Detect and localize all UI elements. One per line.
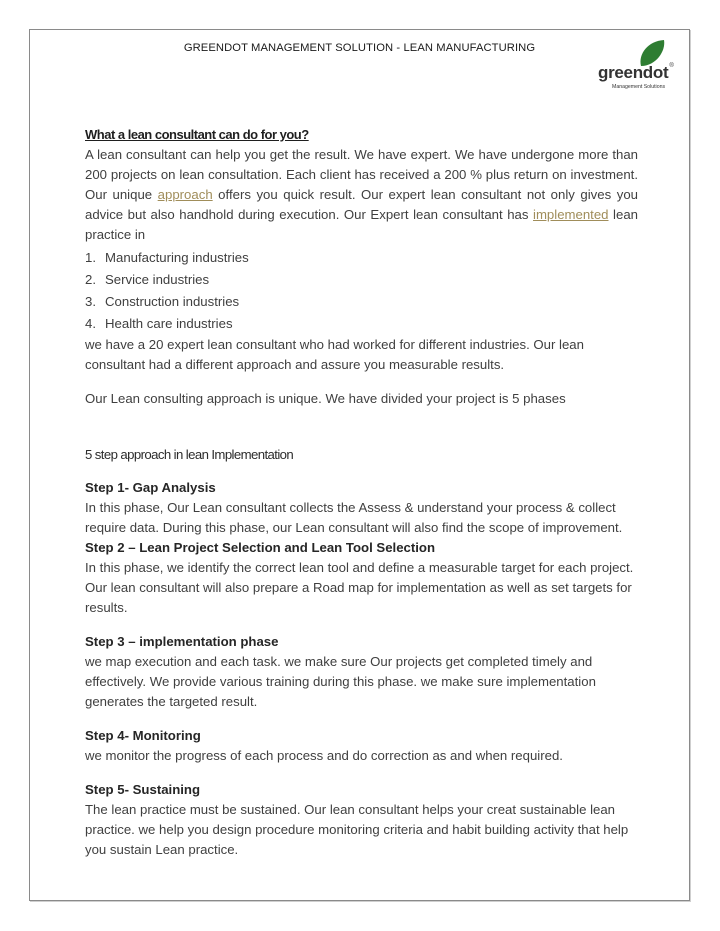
industries-list [85, 247, 638, 335]
step-5 [85, 780, 638, 860]
list-item: 1. Manufacturing industries [85, 250, 249, 265]
step-title: Step 2 – Lean Project Selection and Lean Tool Selection [85, 540, 436, 555]
step-body: In this phase, we identify the correct lean tool and define a measurable target for each project. Our lean consultant will also prepare a Road map for implementation as well as set targets for results. [85, 560, 634, 615]
list-item: 4. Health care industries [85, 316, 233, 331]
logo-tagline: Management Solutions [612, 84, 666, 90]
step-4 [85, 726, 638, 766]
logo-wordmark: greendot® [598, 63, 674, 82]
step-title: Step 1- Gap Analysis [85, 480, 216, 495]
step-body: we monitor the progress of each process and do correction as and when required. [85, 748, 563, 763]
step-body: we map execution and each task. we make sure Our projects get completed timely and effectively. We provide various training during this phase. we make sure implementation generates the targeted result. [85, 654, 596, 709]
step-1 [85, 478, 638, 538]
page-header-title: GREENDOT MANAGEMENT SOLUTION - LEAN MANUFACTURING [183, 42, 536, 54]
phases-paragraph: Our Lean consulting approach is unique. We have divided your project is 5 phases [85, 391, 566, 406]
step-title: Step 4- Monitoring [85, 728, 201, 743]
step-3 [85, 632, 638, 712]
step-body: The lean practice must be sustained. Our lean consultant helps your creat sustainable lean practice. we help you design procedure monitoring criteria and habit building activity that help you sustain Lean practice. [85, 802, 629, 857]
document-page [29, 29, 690, 901]
document-body [85, 125, 638, 860]
intro-paragraph: A lean consultant can help you get the result. We have expert. We have undergone more than 200 projects on lean consultation. Each client has received a 200 % plus return on investment. Our unique approach offers you quick result. Our expert lean consultant not only gives you advice but also handhold during execution. Our Expert lean consultant has implemented lean practice in [85, 147, 638, 242]
experts-paragraph: we have a 20 expert lean consultant who had worked for different industries. Our lean consultant had a different approach and assure you measurable results. [85, 337, 584, 372]
list-item: 3. Construction industries [85, 294, 240, 309]
approach-heading: 5 step approach in lean Implementation [85, 447, 294, 462]
intro-heading: What a lean consultant can do for you? [85, 127, 309, 142]
approach-link[interactable]: approach [157, 187, 213, 202]
list-item: 2. Service industries [85, 272, 210, 287]
step-title: Step 3 – implementation phase [85, 634, 279, 649]
step-title: Step 5- Sustaining [85, 782, 201, 797]
step-body: In this phase, Our Lean consultant collects the Assess & understand your process & collect require data. During this phase, our Lean consultant will also find the scope of improvement. [85, 500, 623, 535]
implemented-link[interactable]: implemented [533, 207, 609, 222]
greendot-logo [596, 39, 676, 95]
step-2 [85, 538, 638, 618]
